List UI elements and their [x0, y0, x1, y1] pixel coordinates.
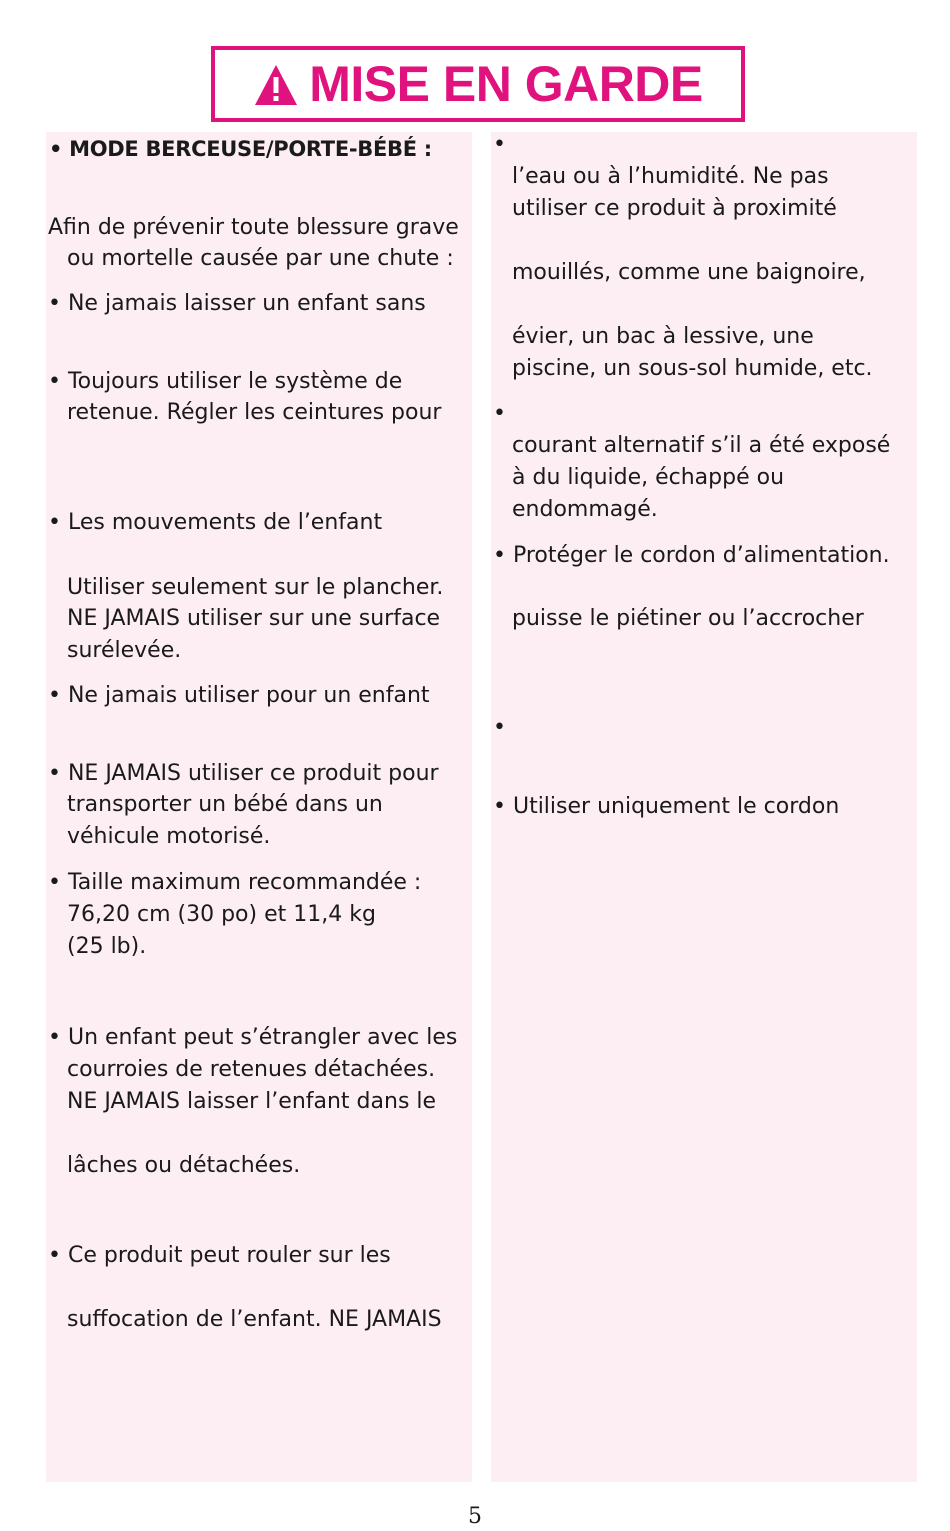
intro-line: ou mortelle causée par une chute : [67, 246, 454, 271]
bullet-continuation: NE JAMAIS laisser l’enfant dans le [67, 1089, 437, 1114]
warning-triangle-icon [253, 63, 299, 107]
bullet-continuation: (25 lb). [67, 934, 147, 959]
warning-title: MISE EN GARDE [309, 56, 703, 112]
right-warning-column [491, 132, 917, 1482]
bullet-continuation: courroies de retenues détachées. [67, 1057, 436, 1082]
bullet-continuation: évier, un bac à lessive, une [512, 324, 814, 349]
bullet-line: • Toujours utiliser le système de [48, 369, 403, 394]
bullet-continuation: l’eau ou à l’humidité. Ne pas [512, 164, 829, 189]
bullet-line: • [493, 715, 506, 740]
bullet-continuation: mouillés, comme une baignoire, [512, 260, 866, 285]
page-number: 5 [468, 1504, 482, 1529]
bullet-continuation: 76,20 cm (30 po) et 11,4 kg [67, 902, 376, 927]
bullet-line: • Ce produit peut rouler sur les [48, 1243, 391, 1268]
bullet-continuation: retenue. Régler les ceintures pour [67, 400, 442, 425]
bullet-continuation: transporter un bébé dans un [67, 792, 383, 817]
warning-header [211, 46, 745, 122]
bullet-continuation: lâches ou détachées. [67, 1153, 301, 1178]
bullet-line: • Ne jamais laisser un enfant sans [48, 291, 426, 316]
section-heading-mode-berceuse: • MODE BERCEUSE/PORTE-BÉBÉ : [49, 137, 432, 161]
bullet-line: • Utiliser uniquement le cordon [493, 794, 840, 819]
bullet-continuation: Utiliser seulement sur le plancher. [67, 575, 444, 600]
bullet-continuation: surélevée. [67, 638, 182, 663]
bullet-continuation: utiliser ce produit à proximité [512, 196, 837, 221]
warning-title-row [253, 56, 703, 112]
bullet-continuation: endommagé. [512, 497, 658, 522]
bullet-line: • Un enfant peut s’étrangler avec les [48, 1025, 458, 1050]
bullet-line: • Taille maximum recommandée : [48, 870, 422, 895]
bullet-line: • Les mouvements de l’enfant [48, 510, 383, 535]
bullet-line: • [493, 132, 506, 157]
bullet-continuation: NE JAMAIS utiliser sur une surface [67, 606, 441, 631]
left-warning-column [46, 132, 472, 1482]
bullet-continuation: suffocation de l’enfant. NE JAMAIS [67, 1307, 442, 1332]
bullet-line: • Ne jamais utiliser pour un enfant [48, 683, 430, 708]
bullet-continuation: véhicule motorisé. [67, 824, 271, 849]
bullet-line: • Protéger le cordon d’alimentation. [493, 543, 890, 568]
bullet-continuation: puisse le piétiner ou l’accrocher [512, 606, 864, 631]
intro-line: Afin de prévenir toute blessure grave [48, 215, 459, 240]
bullet-continuation: courant alternatif s’il a été exposé [512, 433, 891, 458]
bullet-continuation: à du liquide, échappé ou [512, 465, 785, 490]
bullet-continuation: piscine, un sous-sol humide, etc. [512, 356, 873, 381]
bullet-line: • [493, 401, 506, 426]
bullet-line: • NE JAMAIS utiliser ce produit pour [48, 761, 439, 786]
